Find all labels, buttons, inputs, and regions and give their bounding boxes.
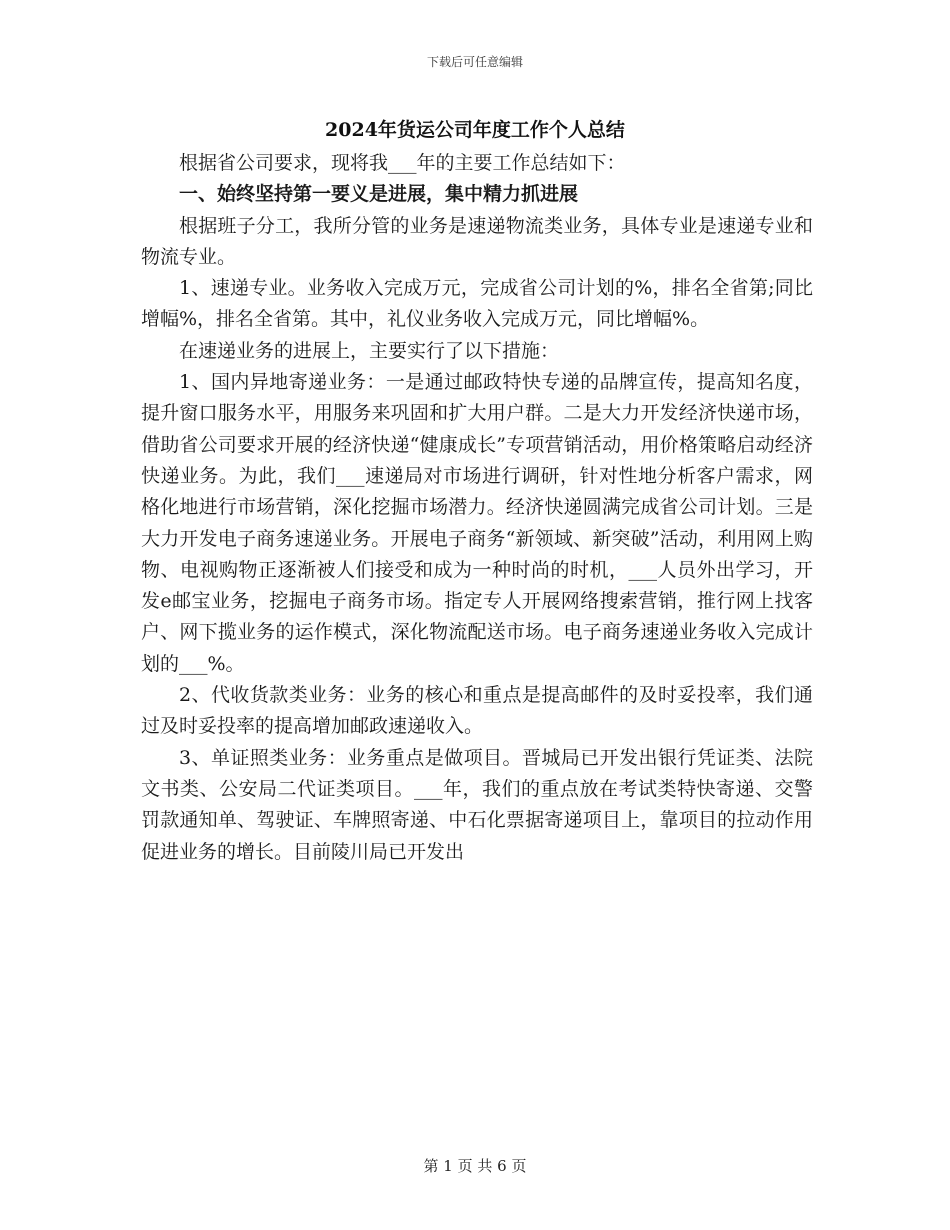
body-paragraph: 1、国内异地寄递业务：一是通过邮政特快专递的品牌宣传，提高知名度，提升窗口服务水平，用服务来巩固和扩大用户群。二是大力开发经济快递市场，借助省公司要求开展的经济快递“健康成长”专项营销活动，用价格策略启动经济快递业务。为此，我们___速递局对市场进行调研，针对性地分析客户需求，网格化地进行市场营销，深化挖掘市场潜力。经济快递圆满完成省公司计划。三是大力开发电子商务速递业务。开展电子商务“新领域、新突破”活动，利用网上购物、电视购物正逐渐被人们接受和成为一种时尚的时机，___人员外出学习，开发e邮宝业务，挖掘电子商务市场。指定专人开展网络搜索营销，推行网上找客户、网下揽业务的运作模式，深化物流配送市场。电子商务速递业务收入完成计划的___%。 xyxy=(141,371,813,675)
body-paragraph: 在速递业务的进展上，主要实行了以下措施： xyxy=(179,339,560,362)
document-title: 2024年货运公司年度工作个人总结 xyxy=(325,119,625,141)
page-number-footer: 第 1 页 共 6 页 xyxy=(423,1157,527,1175)
body-paragraph: 根据班子分工，我所分管的业务是速递物流类业务，具体专业是速递专业和物流专业。 xyxy=(141,214,813,268)
body-paragraph: 2、代收货款类业务：业务的核心和重点是提高邮件的及时妥投率，我们通过及时妥投率的提高增加邮政速递收入。 xyxy=(141,684,813,738)
page-header-note: 下载后可任意编辑 xyxy=(426,55,523,69)
section-heading-1: 一、始终坚持第一要义是进展，集中精力抓进展 xyxy=(179,183,579,206)
intro-paragraph: 根据省公司要求，现将我___年的主要工作总结如下： xyxy=(179,152,626,174)
document-body xyxy=(141,148,813,868)
body-paragraph: 1、速递专业。业务收入完成万元，完成省公司计划的%，排名全省第;同比增幅%，排名全省第。其中，礼仪业务收入完成万元，同比增幅%。 xyxy=(141,277,813,331)
body-paragraph: 3、单证照类业务：业务重点是做项目。晋城局已开发出银行凭证类、法院文书类、公安局二代证类项目。___年，我们的重点放在考试类特快寄递、交警罚款通知单、驾驶证、车牌照寄递、中石化票据寄递项目上，靠项目的拉动作用促进业务的增长。目前陵川局已开发出 xyxy=(141,746,813,863)
